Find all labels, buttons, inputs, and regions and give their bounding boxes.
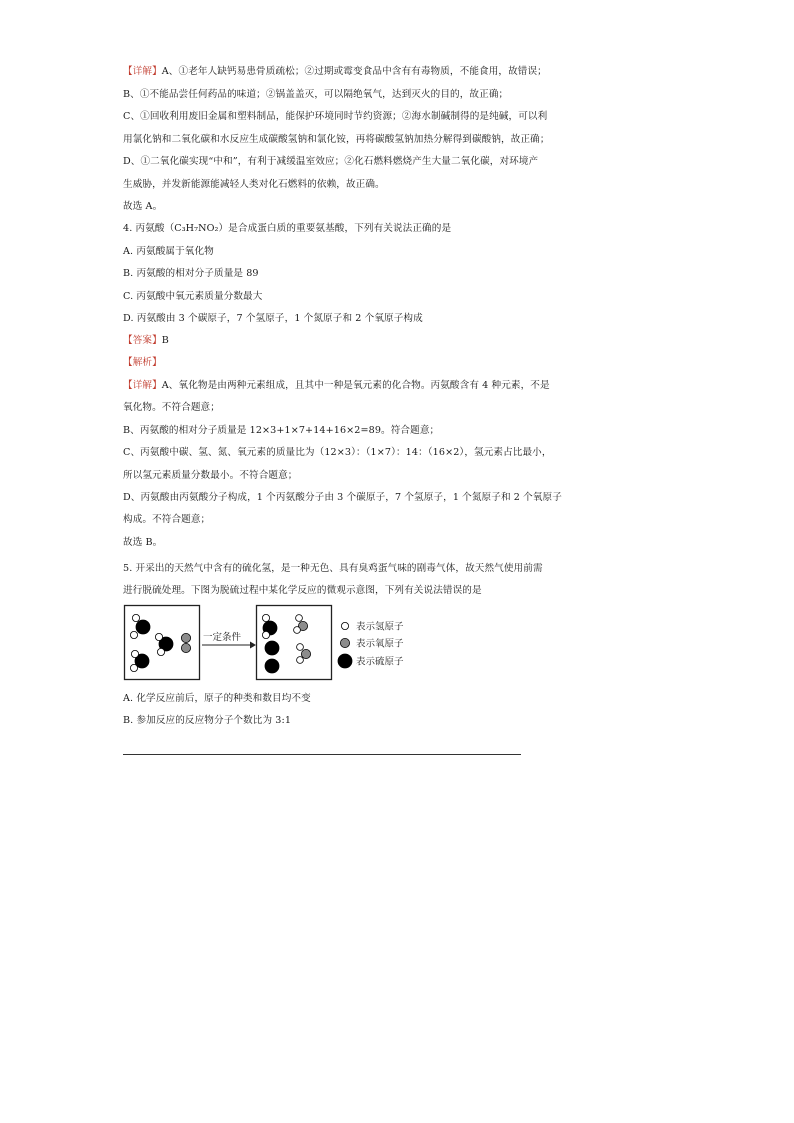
q5-stem-line-1: 5. 开采出的天然气中含有的硫化氢，是一种无色、具有臭鸡蛋气味的剧毒气体，故天然气使用前需 xyxy=(123,563,543,574)
q4-option-a: A. 丙氨酸属于氧化物 xyxy=(123,246,214,257)
q4-analysis-label: 【解析】 xyxy=(123,357,162,368)
reaction-condition-label: 一定条件 xyxy=(203,632,242,643)
q4-detail-line-5: 所以氢元素质量分数最小。不符合题意； xyxy=(123,470,298,481)
q4-detail-line-4: C、丙氨酸中碳、氢、氮、氧元素的质量比为（12×3）：（1×7）：14：（16×2），氢元素占比最小， xyxy=(123,447,552,458)
legend-oxygen-label: 表示氧原子 xyxy=(356,638,404,650)
q3-detail-line-1: 【详解】A、①老年人缺钙易患骨质疏松；②过期或霉变食品中含有有毒物质，不能食用，故错误； xyxy=(123,66,547,77)
hydrogen-atom xyxy=(262,631,269,638)
q3-detail-line-5: D、①二氧化碳实现“中和”，有利于减缓温室效应；②化石燃料燃烧产生大量二氧化碳，对环境产 xyxy=(123,156,539,167)
hydrogen-atom xyxy=(297,657,304,664)
q3-conclusion: 故选 A。 xyxy=(123,201,163,212)
answer-value: B xyxy=(161,335,169,346)
q3-detail-line-4: 用氯化钠和二氧化碳和水反应生成碳酸氢钠和氯化铵，再将碳酸氢钠加热分解得到碳酸钠，故正确； xyxy=(123,134,550,145)
sulfur-atom xyxy=(136,620,150,634)
reaction-diagram xyxy=(123,604,423,684)
sulfur-atom xyxy=(265,641,279,655)
hydrogen-atom xyxy=(155,633,162,640)
q4-answer xyxy=(123,335,169,347)
q3-detail-line-6: 生威胁，并发新能源能减轻人类对化石燃料的依赖，故正确。 xyxy=(123,179,385,190)
q4-detail-line-3: B、丙氨酸的相对分子质量是 12×3+1×7+14+16×2=89。符合题意； xyxy=(123,425,440,436)
hydrogen-atom xyxy=(297,644,304,651)
hydrogen-atom xyxy=(157,648,164,655)
legend-hydrogen-swatch xyxy=(341,622,348,629)
oxygen-atom xyxy=(181,643,190,652)
q4-detail-line-7: 构成。不符合题意； xyxy=(123,514,211,525)
detail-label: 【详解】 xyxy=(123,66,162,77)
q4-option-c: C. 丙氨酸中氧元素质量分数最大 xyxy=(123,291,263,302)
page-divider xyxy=(123,754,521,755)
q5-option-a: A. 化学反应前后，原子的种类和数目均不变 xyxy=(123,693,311,704)
legend-sulfur-label: 表示硫原子 xyxy=(356,656,404,668)
legend-hydrogen-label: 表示氢原子 xyxy=(356,621,404,633)
q4-detail-line-1: 【详解】A、氧化物是由两种元素组成，且其中一种是氧元素的化合物。丙氨酸含有 4 种元素，不是 xyxy=(123,380,550,391)
hydrogen-atom xyxy=(130,664,137,671)
legend-oxygen-swatch xyxy=(340,638,349,647)
legend xyxy=(338,621,404,669)
q4-detail-line-2: 氧化物。不符合题意； xyxy=(123,402,220,413)
q4-detail-line-6: D、丙氨酸由丙氨酸分子构成，1 个丙氨酸分子由 3 个碳原子，7 个氢原子，1 个氮原子和 2 个氧原子 xyxy=(123,492,562,503)
legend-sulfur-swatch xyxy=(338,654,352,668)
hydrogen-atom xyxy=(130,631,137,638)
q4-stem: 4. 丙氨酸（C₃H₇NO₂）是合成蛋白质的重要氨基酸，下列有关说法正确的是 xyxy=(123,223,452,234)
q4-option-d: D. 丙氨酸由 3 个碳原子，7 个氢原子，1 个氮原子和 2 个氧原子构成 xyxy=(123,313,423,324)
q3-detail-line-2: B、①不能品尝任何药品的味道；②锅盖盖灭，可以隔绝氧气，达到灭火的目的，故正确； xyxy=(123,89,509,100)
answer-label: 【答案】 xyxy=(123,335,162,346)
hydrogen-atom xyxy=(262,614,269,621)
oxygen-atom xyxy=(181,633,190,642)
oxygen-atom xyxy=(301,649,310,658)
detail-label: 【详解】 xyxy=(123,380,162,391)
hydrogen-atom xyxy=(294,627,301,634)
sulfur-atom xyxy=(265,659,279,673)
q4-conclusion: 故选 B。 xyxy=(123,537,163,548)
hydrogen-atom xyxy=(132,614,139,621)
q5-option-b: B. 参加反应的反应物分子个数比为 3:1 xyxy=(123,715,292,726)
q4-option-b: B. 丙氨酸的相对分子质量是 89 xyxy=(123,268,259,279)
hydrogen-atom xyxy=(296,615,303,622)
hydrogen-atom xyxy=(131,650,138,657)
q5-stem-line-2: 进行脱硫处理。下图为脱硫过程中某化学反应的微观示意图，下列有关说法错误的是 xyxy=(123,585,482,596)
q3-detail-line-3: C、①回收利用废旧金属和塑料制品，能保护环境同时节约资源；②海水制碱制得的是纯碱，可以利 xyxy=(123,111,548,122)
reaction-arrow-head xyxy=(250,642,256,649)
